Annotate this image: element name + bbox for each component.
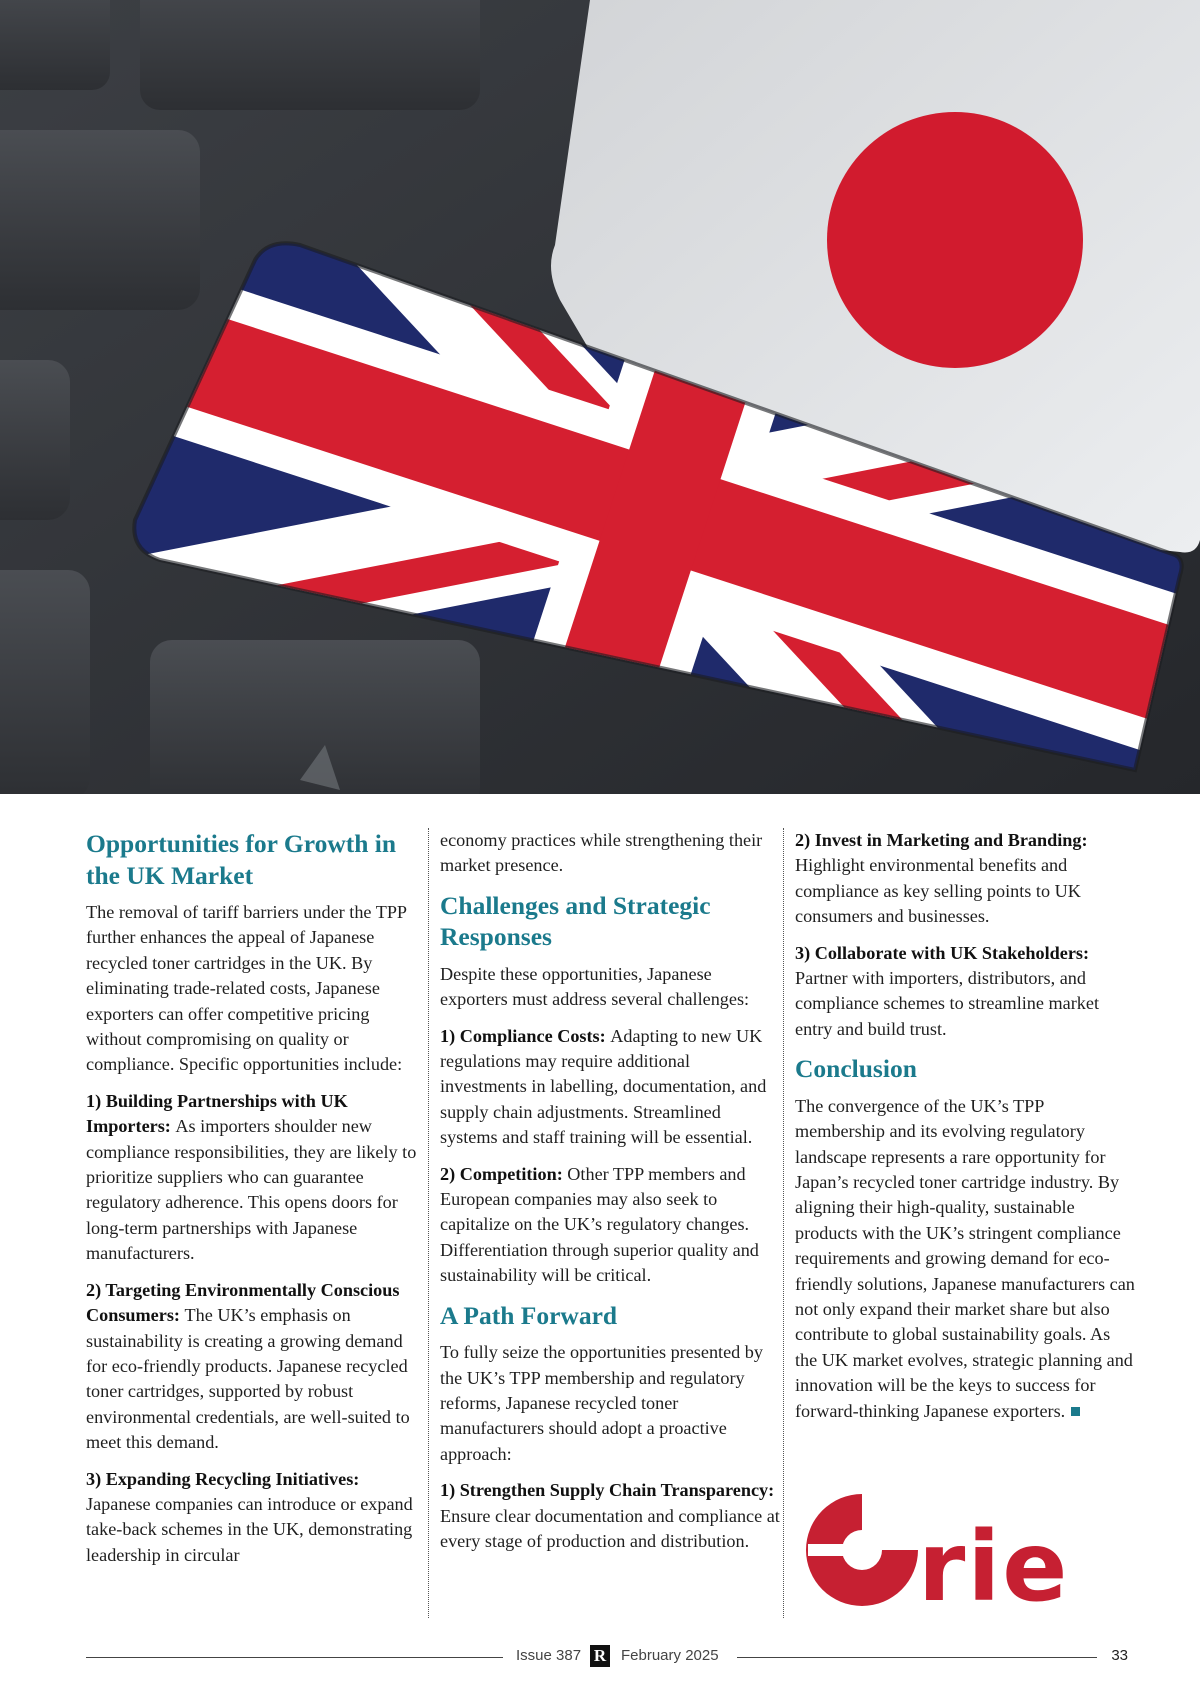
list-item-text: As importers shoulder new compliance responsibilities, they are likely to prioritize suppliers who can guarantee regulatory adherence. This opens doors for long-term partnerships with Japanese manufacturers. xyxy=(86,1116,417,1264)
list-item xyxy=(440,1478,780,1554)
article-column-1 xyxy=(86,828,421,1579)
list-item-text: Partner with importers, distributors, and compliance schemes to streamline market entry and build trust. xyxy=(795,968,1100,1039)
issue-number: Issue 387 xyxy=(516,1647,582,1664)
column-divider xyxy=(428,828,429,1618)
paragraph: economy practices while strengthening their market presence. xyxy=(440,830,763,876)
list-item xyxy=(86,1467,421,1569)
section-heading-opportunities: Opportunities for Growth in the UK Market xyxy=(86,829,397,890)
list-item-label: 1) Building Partnerships with UK Importers: xyxy=(86,1090,348,1137)
list-item-label: 3) Expanding Recycling Initiatives: xyxy=(86,1468,360,1489)
list-item-text: Adapting to new UK regulations may require additional investments in labelling, documentation, and supply chain adjustments. Streamlined systems and staff training will be essential. xyxy=(440,1025,767,1148)
list-item xyxy=(440,1024,780,1151)
list-item-text: Ensure clear documentation and compliance at every stage of production and distribution. xyxy=(440,1505,780,1552)
article-column-2 xyxy=(440,828,780,1565)
list-item-label: 2) Competition: xyxy=(440,1163,568,1184)
paragraph: Despite these opportunities, Japanese exporters must address several challenges: xyxy=(440,963,750,1010)
list-item-label: 1) Strengthen Supply Chain Transparency: xyxy=(440,1480,775,1501)
list-item xyxy=(86,1089,421,1267)
orie-logo xyxy=(800,1488,1110,1612)
list-item xyxy=(795,941,1135,1043)
orie-logo-icon xyxy=(800,1488,1110,1612)
section-heading-conclusion: Conclusion xyxy=(795,1054,917,1084)
keyboard-flags-image xyxy=(0,0,1200,794)
magazine-logo-icon: R xyxy=(590,1645,610,1667)
list-item xyxy=(795,828,1135,930)
list-item-text: The UK’s emphasis on sustainability is creating a growing demand for eco-friendly products. Japanese recycled toner cartridges, supported by robust environmental credentials, are well-suited to meet this demand. xyxy=(86,1305,410,1453)
list-item-text: Other TPP members and European companies may also seek to capitalize on the UK’s regulatory changes. Differentiation through superior quality and sustainability will be critical. xyxy=(440,1163,759,1286)
section-heading-path-forward: A Path Forward xyxy=(440,1300,618,1330)
list-item-label: 3) Collaborate with UK Stakeholders: xyxy=(795,942,1090,963)
column-divider xyxy=(783,828,784,1618)
paragraph: The removal of tariff barriers under the TPP further enhances the appeal of Japanese recycled toner cartridges in the UK. By eliminating trade-related costs, Japanese exporters can offer competitive pricing without compromising on quality or compliance. Specific opportunities include: xyxy=(86,902,407,1075)
conclusion-paragraph xyxy=(795,1094,1135,1424)
hero-image xyxy=(0,0,1200,794)
end-of-article-icon xyxy=(1071,1407,1080,1416)
article-column-3 xyxy=(795,828,1135,1435)
svg-text:rie: rie xyxy=(918,1511,1070,1612)
footer-rule xyxy=(737,1657,1097,1658)
list-item xyxy=(86,1278,421,1456)
list-item-label: 2) Targeting Environmentally Conscious Consumers: xyxy=(86,1279,400,1326)
paragraph: To fully seize the opportunities presented by the UK’s TPP membership and regulatory reforms, Japanese recycled toner manufacturers should adopt a proactive approach: xyxy=(440,1342,763,1464)
list-item-label: 1) Compliance Costs: xyxy=(440,1025,611,1046)
page-footer xyxy=(86,1645,1128,1669)
section-heading-challenges: Challenges and Strategic Responses xyxy=(440,890,711,952)
footer-rule xyxy=(86,1657,503,1658)
list-item-text: Japanese companies can introduce or expand take-back schemes in the UK, demonstrating leadership in circular xyxy=(86,1493,413,1565)
list-item-text: Highlight environmental benefits and compliance as key selling points to UK consumers and businesses. xyxy=(795,855,1081,927)
list-item xyxy=(440,1162,780,1289)
issue-date: February 2025 xyxy=(621,1647,719,1664)
page-number: 33 xyxy=(1111,1647,1128,1664)
conclusion-text: The convergence of the UK’s TPP membership and its evolving regulatory landscape represents a rare opportunity for Japan’s recycled toner cartridge industry. By aligning their high-quality, sustainable products with the UK’s stringent compliance requirements and growing demand for eco-friendly solutions, Japanese manufacturers can not only expand their market share but also contribute to global sustainability goals. As the UK market evolves, strategic planning and innovation will be the keys to success for forward-thinking Japanese exporters. xyxy=(795,1095,1135,1421)
list-item-label: 2) Invest in Marketing and Branding: xyxy=(795,830,1088,850)
